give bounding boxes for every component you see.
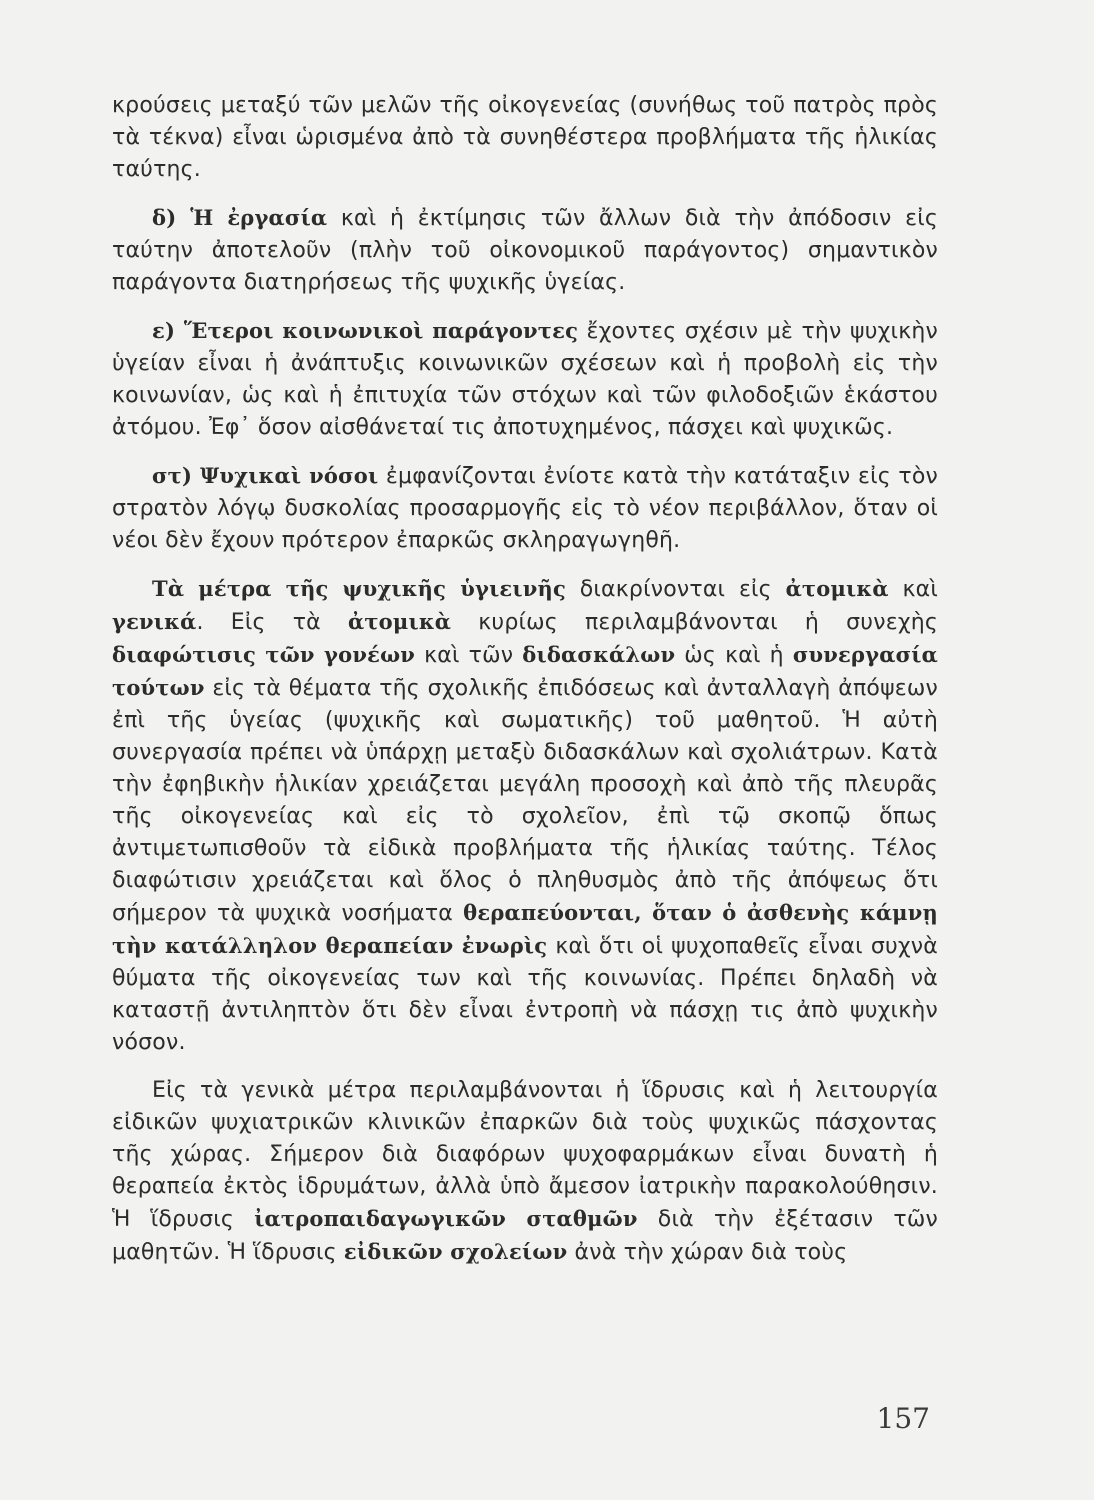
paragraph xyxy=(112,202,938,299)
bold-term: ἀτομικὰ xyxy=(785,576,889,601)
bold-term: γενικά xyxy=(112,609,197,634)
text-run: καὶ ὅτι οἱ ψυχοπαθεῖς εἶναι συχνὰ θύματα τῆς οἰκογενείας των καὶ τῆς κοινωνίας. Πρέπει δηλαδὴ νὰ καταστῇ ἀντιληπτὸν ὅτι δὲν εἶναι ἐντροπὴ νὰ πάσχῃ τις ἀπὸ ψυχικὴν νόσον. xyxy=(112,934,938,1055)
bold-term: Τὰ μέτρα τῆς ψυχικῆς ὑγιεινῆς xyxy=(152,576,566,601)
text-run: ἐμφανίζονται ἐνίοτε κατὰ τὴν κατάταξιν εἰς τὸν στρατὸν λόγῳ δυσκολίας προσαρμογῆς εἰς τὸ νέον περιβάλλον, ὅταν οἱ νέοι δὲν ἔχουν πρότερον ἐπαρκῶς σκληραγωγηθῆ. xyxy=(112,464,938,553)
bold-term: θεραπεύονται, ὅταν ὁ ἀσθενὴς κάμνῃ τὴν κατάλληλον θεραπείαν ἐνωρὶς xyxy=(112,900,938,958)
text-run: καὶ τῶν xyxy=(415,643,523,668)
text-run: ὡς καὶ ἡ xyxy=(675,643,793,668)
text-run: κυρίως περιλαμβάνονται ἡ συνεχὴς xyxy=(451,610,938,635)
bold-term: διδασκάλων xyxy=(522,642,676,667)
bold-term: ε) Ἕτεροι κοινωνικοὶ παράγοντες xyxy=(152,318,579,343)
paragraph xyxy=(112,315,938,444)
paragraph xyxy=(112,1075,938,1269)
text-run: διακρίνονται εἰς xyxy=(565,577,786,602)
paragraph xyxy=(112,90,938,186)
bold-term: ἰατροπαιδαγωγικῶν σταθμῶν xyxy=(254,1206,638,1231)
body-text xyxy=(112,90,938,1269)
bold-term: εἰδικῶν σχολείων xyxy=(343,1239,568,1264)
text-run: εἰς τὰ θέματα τῆς σχολικῆς ἐπιδόσεως καὶ ἀνταλλαγὴ ἀπόψεων ἐπὶ τῆς ὑγείας (ψυχικῆς καὶ σωματικῆς) τοῦ μαθητοῦ. Ἡ αὐτὴ συνεργασία πρέπει νὰ ὑπάρχῃ μεταξὺ διδασκάλων καὶ σχολιάτρων. Κατὰ τὴν ἐφηβικὴν ἡλικίαν χρειάζεται μεγάλη προσοχὴ καὶ ἀπὸ τῆς πλευρᾶς τῆς οἰκογενείας καὶ εἰς τὸ σχολεῖον, ἐπὶ τῷ σκοπῷ ὅπως ἀντιμετωπισθοῦν τὰ εἰδικὰ προβλήματα τῆς ἡλικίας ταύτης. Τέλος διαφώτισιν χρειάζεται καὶ ὅλος ὁ πληθυσμὸς ἀπὸ τῆς ἀπόψεως ὅτι σήμερον τὰ ψυχικὰ νοσήματα xyxy=(112,676,938,926)
text-run: καὶ xyxy=(888,577,938,602)
text-run: διὰ τὴν ἐξέτασιν τῶν μαθητῶν. Ἡ ἵδρυσις xyxy=(112,1207,938,1265)
text-run: ἀνὰ τὴν χώραν διὰ τοὺς xyxy=(567,1240,848,1265)
paragraph xyxy=(112,573,938,1059)
bold-term: ἀτομικὰ xyxy=(347,609,452,634)
text-run: καὶ ἡ ἐκτίμησις τῶν ἄλλων διὰ τὴν ἀπόδοσιν εἰς ταύτην ἀποτελοῦν (πλὴν τοῦ οἰκονομικοῦ παράγοντος) σημαντικὸν παράγοντα διατηρήσεως τῆς ψυχικῆς ὑγείας. xyxy=(112,206,938,295)
text-run: Εἰς τὰ γενικὰ μέτρα περιλαμβάνονται ἡ ἵδρυσις καὶ ἡ λειτουργία εἰδικῶν ψυχιατρικῶν κλινικῶν ἐπαρκῶν διὰ τοὺς ψυχικῶς πάσχοντας τῆς χώρας. Σήμερον διὰ διαφόρων ψυχοφαρμάκων εἶναι δυνατὴ ἡ θεραπεία ἐκτὸς ἱδρυμάτων, ἀλλὰ ὑπὸ ἄμεσον ἰατρικὴν παρακολούθησιν. Ἡ ἵδρυσις xyxy=(112,1078,938,1232)
bold-term: διαφώτισις τῶν γονέων xyxy=(112,642,416,667)
bold-term: δ) Ἡ ἐργασία xyxy=(152,205,328,230)
paragraph xyxy=(112,460,938,557)
bold-term: στ) Ψυχικαὶ νόσοι xyxy=(152,463,379,488)
page-number: 157 xyxy=(876,1402,930,1435)
text-run: . Εἰς τὰ xyxy=(196,610,348,635)
text-run: ἔχοντες σχέσιν μὲ τὴν ψυχικὴν ὑγείαν εἶναι ἡ ἀνάπτυξις κοινωνικῶν σχέσεων καὶ ἡ προβολὴ εἰς τὴν κοινωνίαν, ὡς καὶ ἡ ἐπιτυχία τῶν στόχων καὶ τῶν φιλοδοξιῶν ἑκάστου ἀτόμου. Ἐφ᾽ ὅσον αἰσθάνεταί τις ἀποτυχημένος, πάσχει καὶ ψυχικῶς. xyxy=(112,319,938,440)
text-run: κρούσεις μεταξύ τῶν μελῶν τῆς οἰκογενείας (συνήθως τοῦ πατρὸς πρὸς τὰ τέκνα) εἶναι ὡρισμένα ἀπὸ τὰ συνηθέστερα προβλήματα τῆς ἡλικίας ταύτης. xyxy=(112,93,938,182)
bold-term: συνεργασία τούτων xyxy=(112,642,939,700)
